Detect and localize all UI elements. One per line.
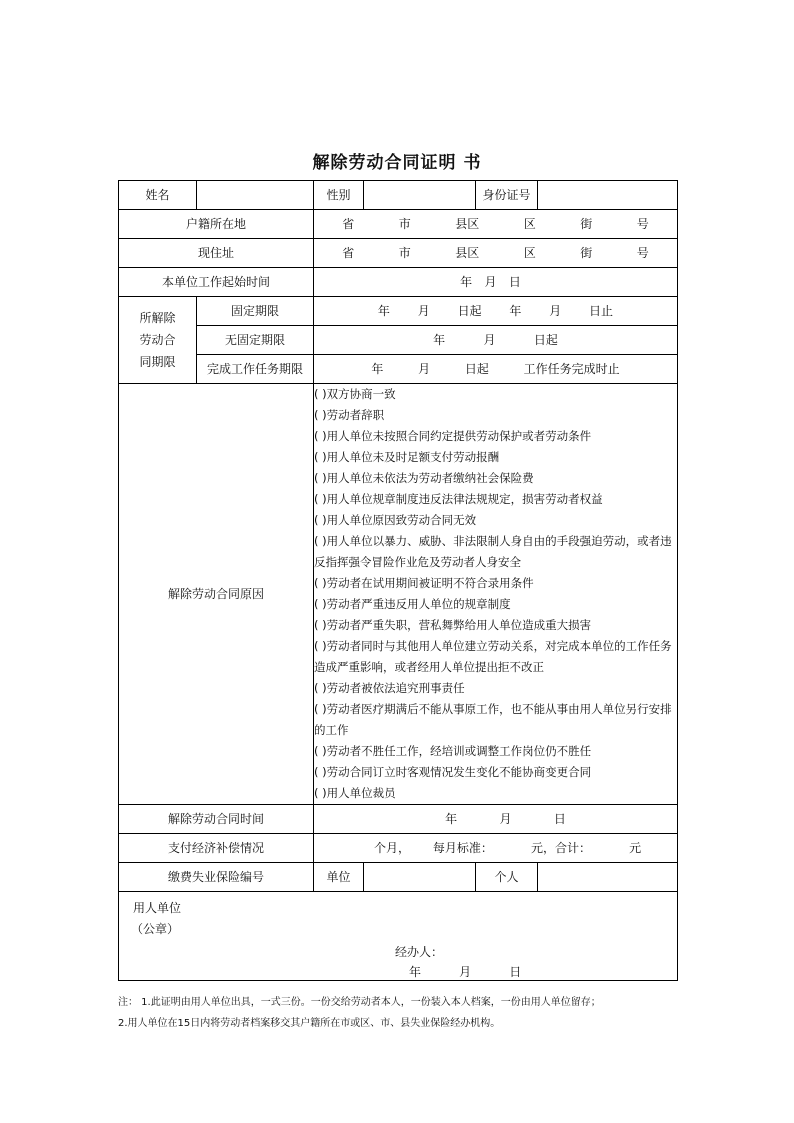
row-signature: [119, 892, 678, 981]
compensation-field[interactable]: [314, 834, 678, 863]
reason-option[interactable]: ( )用人单位未按照合同约定提供劳动保护或者劳动条件: [314, 429, 592, 443]
year-text: 年: [377, 304, 390, 318]
gender-field[interactable]: [364, 181, 476, 210]
city-text: 市: [398, 246, 411, 260]
reason-option[interactable]: ( )劳动者医疗期满后不能从事原工作，也不能从事由用人单位另行安排的工作: [314, 702, 672, 737]
start-date-field[interactable]: [314, 268, 678, 297]
row-reasons: [119, 384, 678, 805]
hukou-field[interactable]: [314, 210, 678, 239]
row-insurance-number: [119, 863, 678, 892]
insurance-personal-label: 个人: [476, 863, 538, 892]
reason-option[interactable]: ( )劳动者辞职: [314, 408, 385, 422]
street-text: 街: [580, 217, 593, 231]
insurance-personal-field[interactable]: [538, 863, 678, 892]
province-text: 省: [342, 246, 355, 260]
year-text: 年: [433, 333, 446, 347]
task-complete-text: 工作任务完成时止: [523, 362, 620, 376]
day-start-text: 日起: [457, 304, 482, 318]
month-text: 月: [499, 812, 512, 826]
row-start-date: [119, 268, 678, 297]
street-text: 街: [580, 246, 593, 260]
month-text: 月: [549, 304, 562, 318]
county-text: 县区: [455, 217, 480, 231]
id-number-label: 身份证号: [476, 181, 538, 210]
row-fixed-term: [119, 297, 678, 326]
id-number-field[interactable]: [538, 181, 678, 210]
gender-label: 性别: [314, 181, 364, 210]
row-compensation: [119, 834, 678, 863]
insurance-unit-field[interactable]: [364, 863, 476, 892]
row-task-term: [119, 355, 678, 384]
row-termination-date: [119, 805, 678, 834]
number-text: 号: [636, 217, 649, 231]
task-term-label: 完成工作任务期限: [197, 355, 314, 384]
city-text: 市: [398, 217, 411, 231]
day-text: 日: [553, 812, 566, 826]
reason-option[interactable]: ( )用人单位规章制度违反法律法规规定，损害劳动者权益: [314, 492, 603, 506]
year-text: 年: [371, 362, 384, 376]
year-text: 年: [509, 304, 522, 318]
hukou-label: 户籍所在地: [119, 210, 314, 239]
current-address-field[interactable]: [314, 239, 678, 268]
contract-term-label: [119, 297, 197, 384]
termination-date-field[interactable]: [314, 805, 678, 834]
fixed-term-field[interactable]: [314, 297, 678, 326]
row-basic-info: [119, 181, 678, 210]
number-text: 号: [636, 246, 649, 260]
document-title: 解除劳动合同证明 书: [312, 153, 482, 173]
reason-option[interactable]: ( )劳动者不胜任工作，经培训或调整工作岗位仍不胜任: [314, 744, 592, 758]
month-text: 月: [484, 275, 497, 289]
county-text: 县区: [455, 246, 480, 260]
row-hukou: [119, 210, 678, 239]
note-line-2: 2.用人单位在15日内将劳动者档案移交其户籍所在市或区、市、县失业保险经办机构。: [118, 1018, 501, 1029]
name-label: 姓名: [119, 181, 197, 210]
contract-term-line-2: 劳动合: [139, 333, 176, 347]
month-text: 月: [483, 333, 496, 347]
day-start-text: 日起: [533, 333, 558, 347]
reason-option[interactable]: ( )用人单位未依法为劳动者缴纳社会保险费: [314, 471, 534, 485]
reason-option[interactable]: ( )劳动者严重失职，营私舞弊给用人单位造成重大损害: [314, 618, 592, 632]
compensation-label: 支付经济补偿情况: [119, 834, 314, 863]
insurance-unit-label: 单位: [314, 863, 364, 892]
year-text: 年: [445, 812, 458, 826]
termination-certificate-form: [118, 180, 678, 981]
day-end-text: 日止: [589, 304, 614, 318]
termination-date-label: 解除劳动合同时间: [119, 805, 314, 834]
year-text: 年: [460, 275, 473, 289]
contract-term-line-1: 所解除: [139, 311, 176, 325]
open-term-label: 无固定期限: [197, 326, 314, 355]
reason-option[interactable]: ( )劳动者被依法追究刑事责任: [314, 681, 465, 695]
month-text: 月: [418, 362, 431, 376]
province-text: 省: [342, 217, 355, 231]
signature-area: [119, 892, 678, 981]
district-text: 区: [523, 246, 536, 260]
row-open-term: [119, 326, 678, 355]
reason-option[interactable]: ( )劳动者在试用期间被证明不符合录用条件: [314, 576, 534, 590]
insurance-number-label: 缴费失业保险编号: [119, 863, 314, 892]
start-date-label: 本单位工作起始时间: [119, 268, 314, 297]
name-field[interactable]: [197, 181, 314, 210]
reasons-label: 解除劳动合同原因: [119, 384, 314, 805]
month-text: 月: [417, 304, 430, 318]
reason-option[interactable]: ( )劳动者严重违反用人单位的规章制度: [314, 597, 511, 611]
compensation-text: 个月， 每月标准： 元，合计： 元: [374, 841, 642, 855]
reason-option[interactable]: ( )劳动合同订立时客观情况发生变化不能协商变更合同: [314, 765, 592, 779]
employer-label: 用人单位: [133, 901, 182, 915]
task-term-field[interactable]: [314, 355, 678, 384]
reasons-list: [314, 384, 678, 805]
district-text: 区: [523, 217, 536, 231]
reason-option[interactable]: ( )用人单位原因致劳动合同无效: [314, 513, 477, 527]
day-text: 日: [508, 275, 521, 289]
open-term-field[interactable]: [314, 326, 678, 355]
reason-option[interactable]: ( )用人单位未及时足额支付劳动报酬: [314, 450, 500, 464]
note-line-1: 注： 1.此证明由用人单位出具，一式三份。一份交给劳动者本人，一份装入本人档案，一份由用人单位留存；: [118, 997, 601, 1008]
day-start-text: 日起: [464, 362, 489, 376]
signature-date: 年 月 日: [409, 965, 522, 979]
reason-option[interactable]: ( )劳动者同时与其他用人单位建立劳动关系，对完成本单位的工作任务造成严重影响，或者经用人单位提出拒不改正: [314, 639, 672, 674]
seal-label: （公章）: [131, 922, 180, 936]
reason-option[interactable]: ( )双方协商一致: [314, 387, 396, 401]
handler-label: 经办人：: [395, 945, 444, 959]
current-address-label: 现住址: [119, 239, 314, 268]
reason-option[interactable]: ( )用人单位裁员: [314, 786, 396, 800]
fixed-term-label: 固定期限: [197, 297, 314, 326]
reason-option[interactable]: ( )用人单位以暴力、威胁、非法限制人身自由的手段强迫劳动，或者违反指挥强令冒险作业危及劳动者人身安全: [314, 534, 672, 569]
contract-term-line-3: 同期限: [139, 355, 176, 369]
row-current-address: [119, 239, 678, 268]
